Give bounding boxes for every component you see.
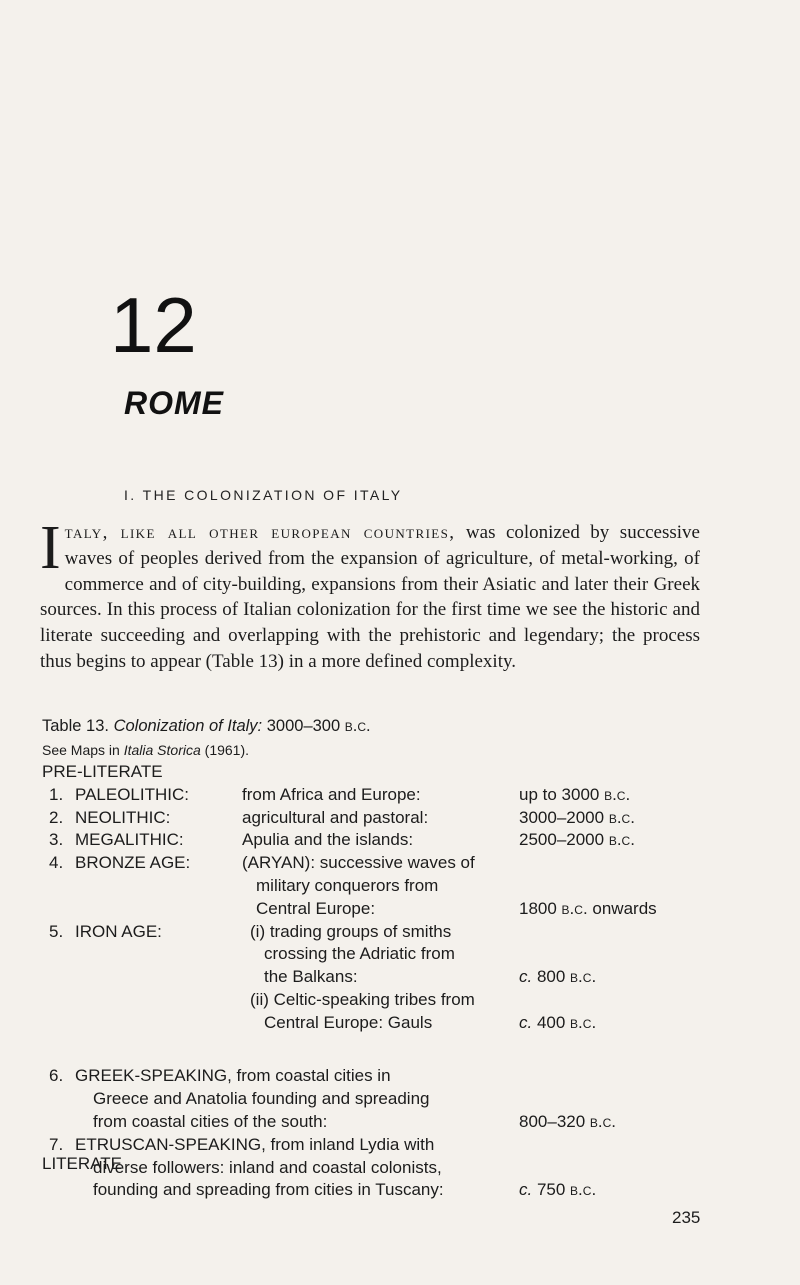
row-number: 3.	[49, 830, 64, 850]
row-period: IRON AGE:	[75, 921, 162, 941]
dropcap-letter: I	[40, 514, 61, 582]
row-date: c. 800 b.c.	[519, 967, 597, 987]
table-label: Table 13.	[42, 717, 109, 735]
chapter-title: ROME	[124, 385, 224, 421]
page-number: 235	[672, 1208, 701, 1227]
row-number: 4.	[49, 853, 64, 873]
note-prefix: See Maps in	[42, 742, 120, 758]
row-date: c. 750 b.c.	[519, 1180, 597, 1200]
row-text: ETRUSCAN-SPEAKING, from inland Lydia with	[75, 1134, 435, 1154]
row-date: 3000–2000 b.c.	[519, 807, 635, 827]
row-number: 1.	[49, 784, 64, 804]
row-text: founding and spreading from cities in Tuscany:	[93, 1180, 444, 1200]
intro-paragraph	[40, 514, 700, 675]
row-date: 800–320 b.c.	[519, 1112, 617, 1131]
row-description: Central Europe: Gauls	[264, 1012, 433, 1032]
row-date: up to 3000 b.c.	[519, 784, 631, 804]
row-description: Apulia and the islands:	[242, 830, 414, 850]
section-heading: I. THE COLONIZATION OF ITALY	[124, 487, 403, 503]
group-literate: LITERATE	[42, 1154, 122, 1173]
row-date: 2500–2000 b.c.	[519, 830, 635, 850]
note-year: (1961).	[204, 742, 250, 758]
row-text: from coastal cities of the south:	[93, 1112, 328, 1131]
row-period: NEOLITHIC:	[75, 807, 171, 827]
row-period: BRONZE AGE:	[75, 853, 191, 873]
row-date: c. 400 b.c.	[519, 1012, 597, 1032]
table-title: Colonization of Italy:	[113, 717, 263, 735]
row-number: 5.	[49, 921, 64, 941]
row-description: crossing the Adriatic from	[264, 944, 455, 964]
table-range: 3000–300	[266, 717, 341, 735]
table-caption	[42, 717, 371, 736]
row-description: (ARYAN): successive waves of	[242, 853, 475, 873]
table-note	[42, 742, 249, 758]
intro-lead: taly, like all other european countries,	[64, 522, 456, 543]
chapter-number: 12	[110, 281, 197, 369]
row-description: (i) trading groups of smiths	[250, 921, 452, 941]
row-number: 6.	[49, 1066, 64, 1086]
row-description: the Balkans:	[264, 967, 358, 987]
row-period: MEGALITHIC:	[75, 830, 184, 850]
row-description: from Africa and Europe:	[242, 784, 421, 804]
row-description: (ii) Celtic-speaking tribes from	[250, 990, 475, 1009]
group-preliterate: PRE-LITERATE	[42, 762, 163, 781]
row-text: GREEK-SPEAKING, from coastal cities in	[75, 1066, 391, 1086]
row-number: 7.	[49, 1134, 64, 1154]
row-text: diverse followers: inland and coastal colonists,	[93, 1157, 442, 1177]
intro-body: was colonized by successive waves of peoples derived from the expansion of agriculture, of metal-working, of commerce and of city-building, expansions from their Asiatic and later their Greek sources. In this process of Italian colonization for the first time we see the historic and literate succeeding and overlapping with the prehistoric and legendary; the process thus begins to appear (Table 13) in a more defined complexity.	[40, 522, 700, 672]
row-number: 2.	[49, 807, 64, 827]
row-description: Central Europe:	[256, 898, 376, 918]
row-date: 1800 b.c. onwards	[519, 898, 657, 918]
row-period: PALEOLITHIC:	[75, 784, 189, 804]
row-text: Greece and Anatolia founding and spreading	[93, 1089, 430, 1109]
row-description: agricultural and pastoral:	[242, 807, 429, 827]
row-description: military conquerors from	[256, 876, 439, 895]
note-source: Italia Storica	[123, 742, 201, 758]
table-range-suffix: b.c.	[344, 717, 371, 735]
